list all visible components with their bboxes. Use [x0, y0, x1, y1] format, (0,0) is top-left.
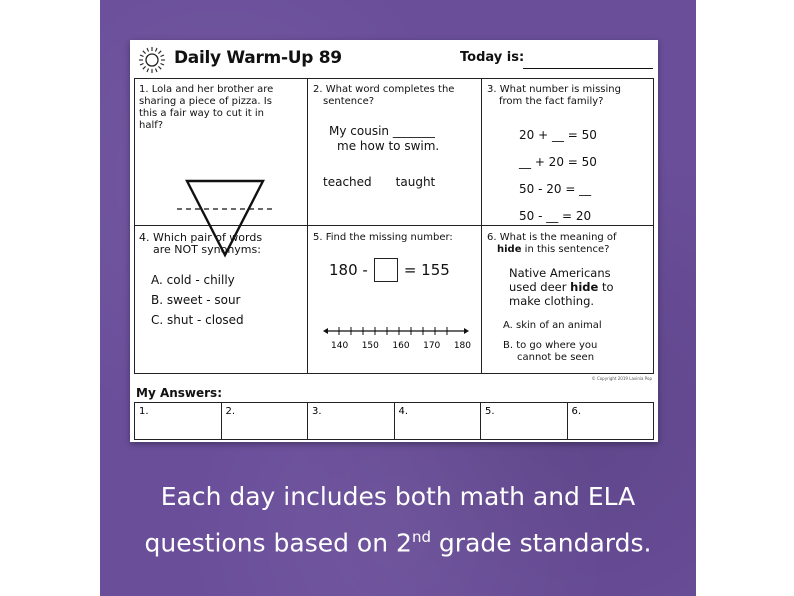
worksheet — [130, 40, 658, 442]
sentence-line: make clothing. — [509, 294, 595, 308]
caption-line-1: Each day includes both math and ELA — [160, 482, 636, 511]
answer-box[interactable]: 2. — [222, 403, 309, 439]
question-6 — [487, 232, 653, 364]
option-b: B. to go where you — [503, 340, 598, 351]
equation-left: 180 - — [329, 261, 368, 279]
caption-line-2 — [100, 528, 696, 557]
fact-family-equations — [487, 122, 653, 230]
question-1 — [139, 84, 305, 132]
question-2-line: sentence? — [323, 96, 375, 107]
number-line-label: 180 — [453, 341, 471, 351]
missing-number-equation — [313, 258, 479, 282]
number-line-labels — [331, 341, 471, 351]
number-line-label: 170 — [423, 341, 441, 351]
sun-icon — [138, 46, 166, 74]
question-1-line: 1. Lola and her brother are — [139, 84, 274, 95]
answer-box[interactable]: 6. — [571, 406, 582, 417]
sentence-line — [509, 280, 653, 294]
question-2 — [313, 84, 479, 188]
question-4-line: are NOT synonyms: — [153, 243, 261, 256]
question-4-line: 4. Which pair of words — [139, 231, 263, 244]
answer-box[interactable]: 1. — [135, 403, 222, 439]
sentence-text: used deer — [509, 280, 571, 294]
bold-word: hide — [497, 244, 522, 255]
question-4-options — [139, 270, 305, 330]
question-2-sentence — [313, 124, 479, 154]
caption-text: questions based on 2 — [144, 528, 412, 558]
answers-label: My Answers: — [136, 386, 222, 400]
question-6-rest: in this sentence? — [521, 244, 610, 255]
option: B. sweet - sour — [151, 293, 241, 307]
equation: 50 - 20 = __ — [519, 182, 592, 196]
equation: 50 - __ = 20 — [519, 209, 592, 223]
number-line-label: 150 — [361, 341, 379, 351]
equation: __ + 20 = 50 — [519, 155, 597, 169]
question-6-line — [487, 244, 653, 256]
question-6-options — [487, 320, 653, 364]
number-line-label: 140 — [331, 341, 349, 351]
date-blank-line — [523, 68, 653, 69]
worksheet-title: Daily Warm-Up 89 — [174, 48, 342, 68]
today-label: Today is: — [460, 50, 525, 65]
question-3-line: from the fact family? — [499, 96, 604, 107]
question-5-line: 5. Find the missing number: — [313, 232, 453, 243]
grid-divider — [307, 79, 308, 373]
option: A. cold - chilly — [151, 273, 235, 287]
sentence-line: My cousin _______ — [329, 124, 435, 138]
question-3-line: 3. What number is missing — [487, 84, 621, 95]
purple-background — [100, 0, 696, 596]
sentence-line: Native Americans — [509, 266, 611, 280]
answer-box[interactable]: 3. — [308, 403, 395, 439]
caption-superscript: nd — [411, 528, 431, 546]
option: C. shut - closed — [151, 313, 244, 327]
question-3 — [487, 84, 653, 230]
question-1-line: half? — [139, 120, 164, 131]
question-5 — [313, 232, 479, 282]
question-1-line: sharing a piece of pizza. Is — [139, 96, 272, 107]
caption-text: grade standards. — [430, 528, 652, 558]
sentence-text: to — [598, 280, 614, 294]
number-line-label: 160 — [392, 341, 410, 351]
option-b: taught — [395, 175, 436, 189]
answer-box[interactable]: 5. — [481, 403, 568, 439]
bold-word: hide — [570, 280, 599, 294]
answers-row — [134, 402, 654, 440]
option-a: A. skin of an animal — [503, 320, 602, 331]
answer-blank-box — [374, 258, 398, 282]
worksheet-header — [130, 40, 658, 80]
question-2-options — [313, 176, 479, 188]
number-line — [323, 325, 469, 339]
grid-divider — [481, 79, 482, 373]
option-a: teached — [323, 175, 372, 189]
option-b: cannot be seen — [517, 352, 595, 363]
question-2-line: 2. What word completes the — [313, 84, 455, 95]
sentence-line: me how to swim. — [337, 139, 440, 153]
equation-right: = 155 — [403, 261, 450, 279]
question-6-sentence — [487, 266, 653, 308]
question-grid — [134, 78, 654, 374]
question-4 — [139, 232, 305, 330]
equation: 20 + __ = 50 — [519, 128, 597, 142]
question-1-line: this a fair way to cut it in — [139, 108, 264, 119]
question-6-line: 6. What is the meaning of — [487, 232, 617, 243]
answer-box[interactable]: 4. — [395, 403, 482, 439]
copyright-notice: © Copyright 2019 Lavinia Pop — [591, 376, 652, 381]
